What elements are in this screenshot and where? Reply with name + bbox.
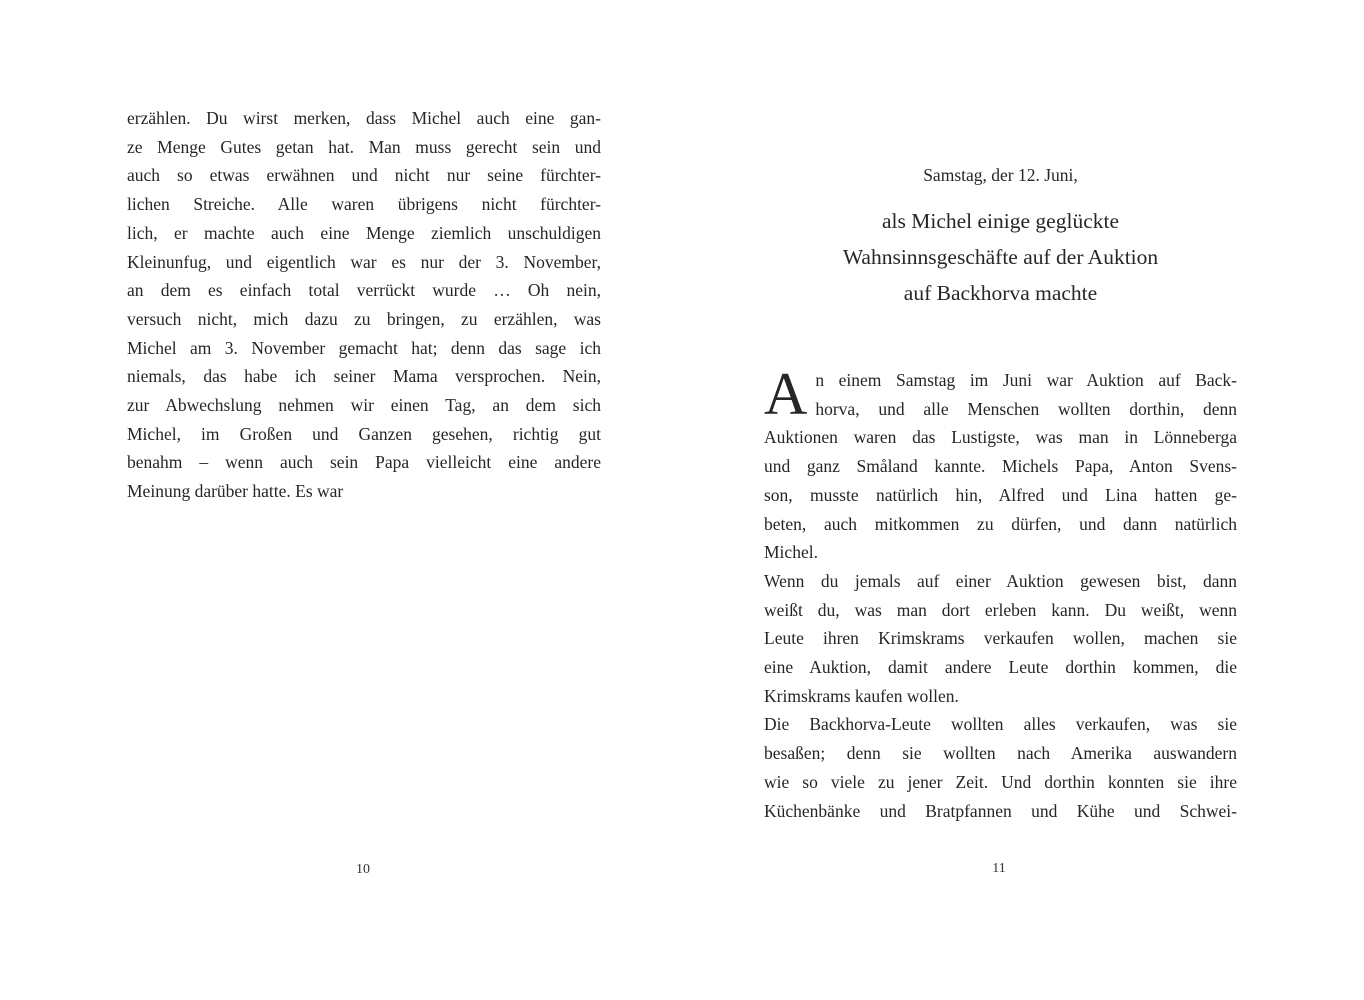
- body-line: beten, auch mitkommen zu dürfen, und dann natürlich: [764, 513, 1237, 534]
- body-line: Michel am 3. November gemacht hat; denn das sage ich: [127, 337, 601, 358]
- chapter-title-line: Wahnsinnsgeschäfte auf der Auktion: [842, 245, 1159, 269]
- body-line: ze Menge Gutes getan hat. Man muss gerecht sein und: [127, 136, 601, 157]
- body-line: eine Auktion, damit andere Leute dorthin kommen, die: [764, 657, 1237, 678]
- body-line: Wenn du jemals auf einer Auktion gewesen bist, dann: [764, 570, 1237, 591]
- body-line: Krimskrams kaufen wollen.: [764, 685, 959, 706]
- body-line: und ganz Småland kannte. Michels Papa, Anton Svens-: [764, 456, 1237, 477]
- drop-cap: A: [764, 361, 808, 427]
- left-page-text: [127, 104, 601, 506]
- body-line: Küchenbänke und Bratpfannen und Kühe und Schwei-: [764, 800, 1237, 821]
- body-line: Auktionen waren das Lustigste, was man in Lönneberga: [764, 427, 1237, 448]
- page-number-right: 11: [992, 861, 1006, 876]
- body-line: benahm – wenn auch sein Papa vielleicht eine andere: [127, 452, 601, 473]
- body-line: an dem es einfach total verrückt wurde … Oh nein,: [127, 280, 601, 301]
- body-line: Meinung darüber hatte. Es war: [127, 481, 344, 502]
- body-line: wie so viele zu jener Zeit. Und dorthin konnten sie ihre: [764, 771, 1237, 792]
- body-line: son, musste natürlich hin, Alfred und Lina hatten ge-: [764, 484, 1237, 505]
- chapter-title: [744, 203, 1257, 311]
- body-line: Michel.: [764, 542, 818, 563]
- body-line: niemals, das habe ich seiner Mama versprochen. Nein,: [127, 366, 601, 387]
- page-number-left: 10: [356, 862, 370, 877]
- body-line: versuch nicht, mich dazu zu bringen, zu erzählen, was: [127, 308, 601, 329]
- chapter-title-line: als Michel einige geglückte: [881, 209, 1119, 233]
- body-line: Die Backhorva-Leute wollten alles verkaufen, was sie: [764, 714, 1237, 735]
- body-line: weißt du, was man dort erleben kann. Du weißt, wenn: [764, 599, 1237, 620]
- body-line: Kleinunfug, und eigentlich war es nur der 3. November,: [127, 251, 601, 272]
- body-line: auch so etwas erwähnen und nicht nur seine fürchter-: [127, 165, 601, 186]
- right-page-text: [764, 361, 1237, 825]
- body-line: Leute ihren Krimskrams verkaufen wollen, machen sie: [764, 628, 1237, 649]
- body-line: lich, er machte auch eine Menge ziemlich unschuldigen: [127, 222, 601, 243]
- body-line: horva, und alle Menschen wollten dorthin, denn: [815, 398, 1237, 419]
- body-line: n einem Samstag im Juni war Auktion auf Back-: [815, 370, 1237, 390]
- chapter-date: Samstag, der 12. Juni,: [923, 165, 1078, 185]
- body-line: besaßen; denn sie wollten nach Amerika auswandern: [764, 743, 1237, 764]
- body-line: Michel, im Großen und Ganzen gesehen, richtig gut: [127, 423, 601, 444]
- body-line: erzählen. Du wirst merken, dass Michel auch eine gan-: [127, 108, 601, 128]
- chapter-title-line: auf Backhorva machte: [903, 281, 1098, 305]
- body-line: zur Abwechslung nehmen wir einen Tag, an dem sich: [127, 395, 601, 416]
- body-line: lichen Streiche. Alle waren übrigens nicht fürchter-: [127, 194, 601, 215]
